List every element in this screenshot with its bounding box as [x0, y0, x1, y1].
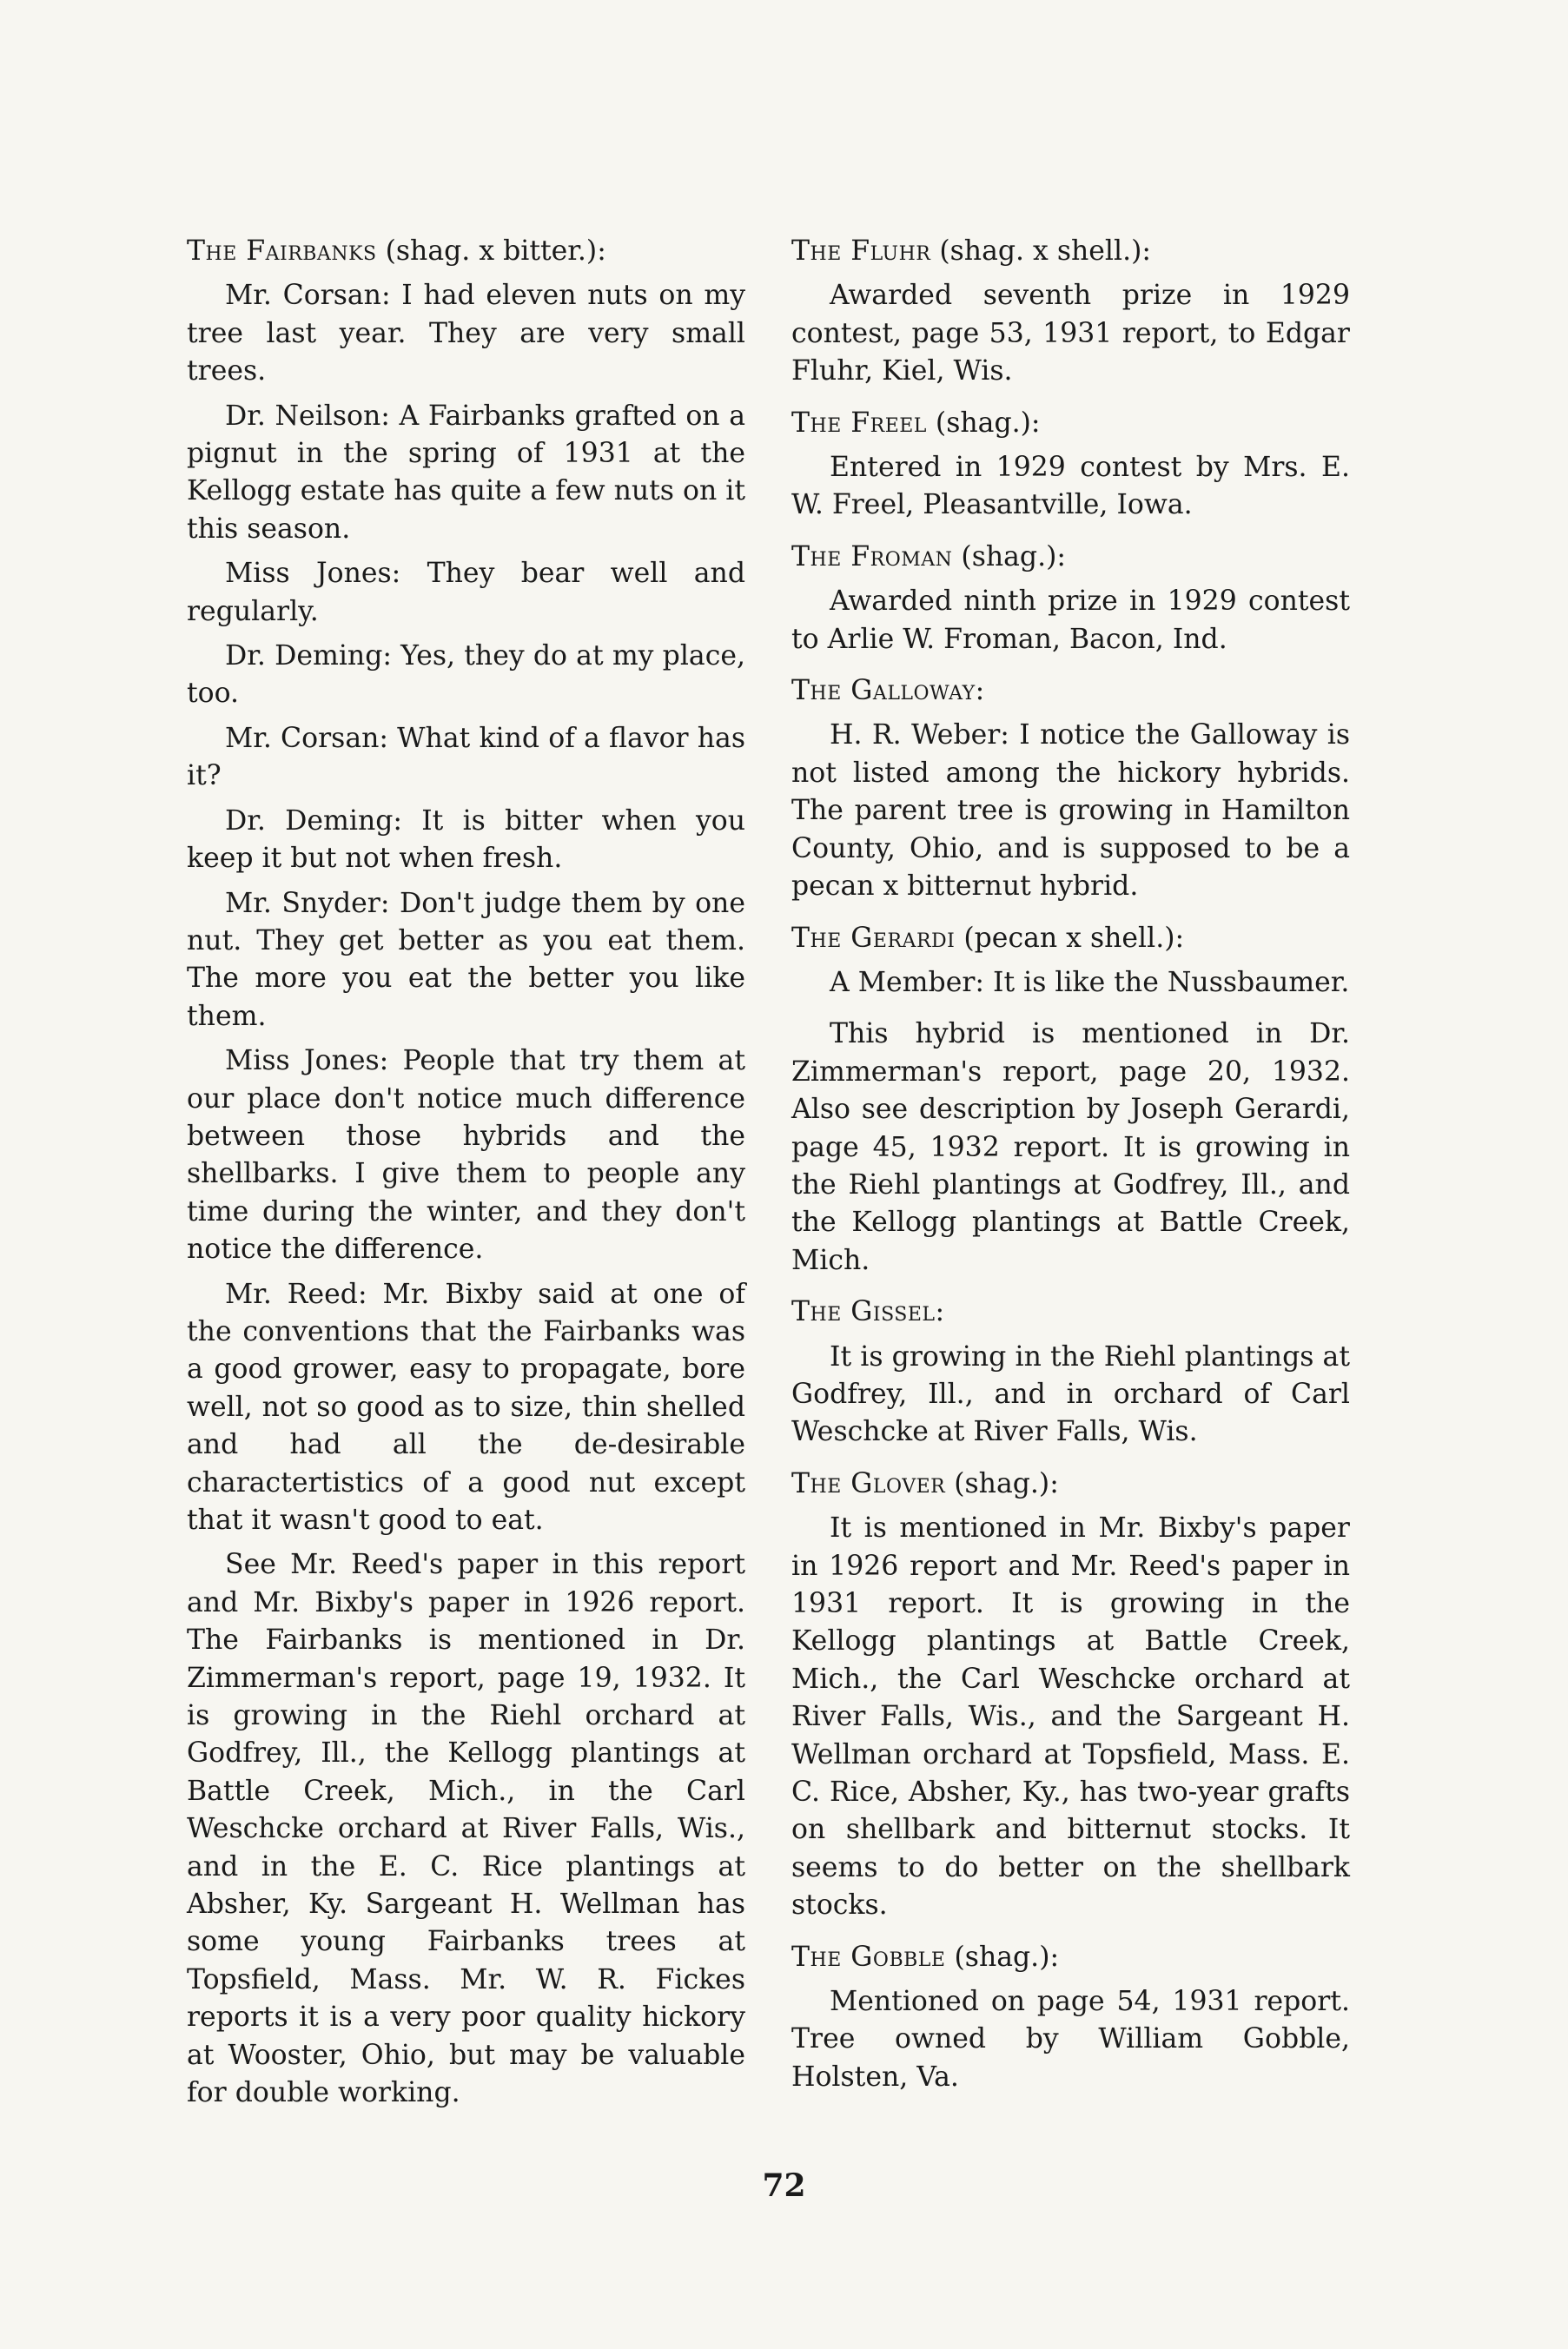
variety-name: The Gerardi: [791, 922, 956, 954]
variety-name: The Galloway: [791, 675, 976, 707]
entry-heading-fairbanks: [187, 233, 745, 270]
left-column: [187, 233, 745, 2120]
page-number: 72: [762, 2167, 806, 2204]
paragraph: Mr. Snyder: Don't judge them by one nut. They get better as you eat them. The more you eat the better you like them.: [187, 887, 745, 1032]
entry-heading-froman: [791, 539, 1350, 576]
variety-name: The Froman: [791, 540, 953, 572]
paragraph: Dr. Deming: Yes, they do at my place, too.: [187, 640, 745, 710]
variety-note: (pecan x shell.):: [955, 922, 1185, 954]
paragraph: A Member: It is like the Nussbaumer.: [830, 966, 1350, 998]
entry-heading-freel: [791, 405, 1350, 442]
variety-name: The Glover: [791, 1467, 946, 1499]
variety-name: The Fairbanks: [187, 235, 377, 267]
entry-heading-gobble: [791, 1939, 1350, 1976]
right-column: [791, 233, 1350, 2103]
variety-note: (shag.):: [952, 540, 1067, 572]
paragraph: This hybrid is mentioned in Dr. Zimmerman's report, page 20, 1932. Also see description by Joseph Gerardi, page 45, 1932 report. It is growing in the Riehl plantings at Godfrey, Ill., and the Kellogg plantings at Battle Creek, Mich.: [791, 1018, 1350, 1276]
paragraph: H. R. Weber: I notice the Galloway is not listed among the hickory hybrids. The parent tree is growing in Hamilton County, Ohio, and is supposed to be a pecan x bitternut hybrid.: [791, 719, 1350, 903]
variety-note: (shag.):: [945, 1941, 1060, 1973]
paragraph: Mr. Corsan: I had eleven nuts on my tree last year. They are very small trees.: [187, 280, 745, 387]
variety-note: (shag. x bitter.):: [376, 235, 606, 267]
paragraph: Miss Jones: People that try them at our place don't notice much difference between those hybrids and the shellbarks. I give them to people any time during the winter, and they don't notice the difference.: [187, 1045, 745, 1266]
paragraph: Mr. Reed: Mr. Bixby said at one of the conventions that the Fairbanks was a good grower, easy to propagate, bore well, not so good as to size, thin shelled and had all the de-desirable charactertistics of a good nut except that it wasn't good to eat.: [187, 1278, 745, 1536]
variety-name: The Fluhr: [791, 235, 931, 267]
variety-name: The Freel: [791, 407, 927, 439]
paragraph: See Mr. Reed's paper in this report and Mr. Bixby's paper in 1926 report. The Fairbanks is mentioned in Dr. Zimmerman's report, page 19, 1932. It is growing in the Riehl orchard at Godfrey, Ill., the Kellogg plantings at Battle Creek, Mich., in the Carl Weschcke orchard at River Falls, Wis., and in the E. C. Rice plantings at Absher, Ky. Sargeant H. Wellman has some young Fairbanks trees at Topsfield, Mass. Mr. W. R. Fickes reports it is a very poor quality hickory at Wooster, Ohio, but may be valuable for double working.: [187, 1549, 745, 2109]
paragraph: Mr. Corsan: What kind of a flavor has it?: [187, 722, 745, 792]
variety-name: The Gobble: [791, 1941, 946, 1973]
paragraph: Awarded seventh prize in 1929 contest, page 53, 1931 report, to Edgar Fluhr, Kiel, Wis.: [791, 280, 1350, 387]
entry-heading-gerardi: [791, 920, 1350, 957]
paragraph: Dr. Deming: It is bitter when you keep it but not when fresh.: [187, 804, 745, 875]
paragraph: Miss Jones: They bear well and regularly.: [187, 558, 745, 627]
variety-note: :: [935, 1296, 945, 1328]
entry-heading-galloway: [791, 672, 1350, 710]
variety-note: (shag. x shell.):: [930, 235, 1151, 267]
paragraph: It is mentioned in Mr. Bixby's paper in 1926 report and Mr. Reed's paper in 1931 report. It is growing in the Kellogg plantings at Battle Creek, Mich., the Carl Weschcke orchard at River Falls, Wis., and the Sargeant H. Wellman orchard at Topsfield, Mass. E. C. Rice, Absher, Ky., has two-year grafts on shellbark and bitternut stocks. It seems to do better on the shellbark stocks.: [791, 1512, 1350, 1922]
entry-heading-gissel: [791, 1294, 1350, 1331]
paragraph: Awarded ninth prize in 1929 contest to Arlie W. Froman, Bacon, Ind.: [791, 586, 1350, 655]
entry-heading-fluhr: [791, 233, 1350, 270]
entry-heading-glover: [791, 1466, 1350, 1503]
paragraph: Dr. Neilson: A Fairbanks grafted on a pignut in the spring of 1931 at the Kellogg estate has quite a few nuts on it this season.: [187, 400, 745, 545]
variety-note: :: [975, 675, 985, 707]
variety-note: (shag.):: [945, 1467, 1059, 1499]
paragraph: Mentioned on page 54, 1931 report. Tree owned by William Gobble, Holsten, Va.: [791, 1986, 1350, 2093]
paragraph: Entered in 1929 contest by Mrs. E. W. Freel, Pleasantville, Iowa.: [791, 452, 1350, 521]
paragraph: It is growing in the Riehl plantings at Godfrey, Ill., and in orchard of Carl Weschcke at River Falls, Wis.: [791, 1340, 1350, 1448]
variety-name: The Gissel: [791, 1296, 936, 1328]
variety-note: (shag.):: [926, 407, 1041, 439]
